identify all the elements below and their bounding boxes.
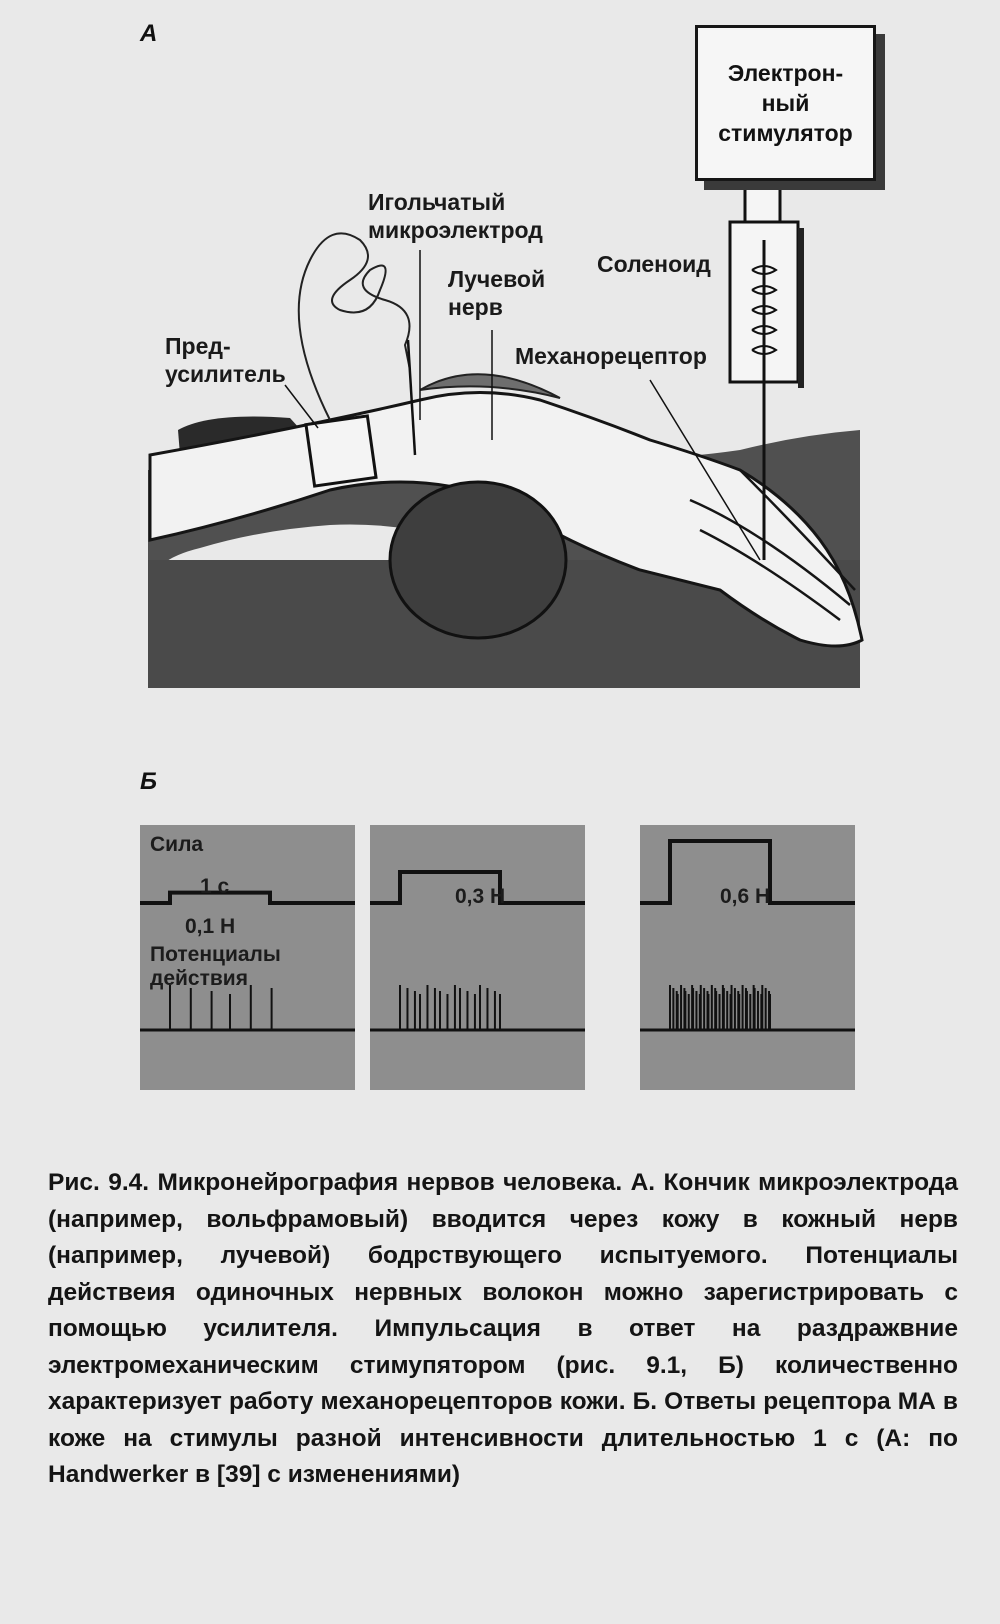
mechanoreceptor-label: Механорецептор (515, 343, 707, 369)
electrode-wire (299, 233, 410, 420)
response-panel-1 (140, 825, 355, 1090)
response-panel-2 (370, 825, 585, 1090)
caption-text: Микронейрография нервов человека. А. Кончик микроэлектрода (например, вольфрамовый) вводится через кожу в кожный нерв (например, лучевой) бодрствующего испытуемого. Потенциалы действеия одиночных нервных волокон можно зарегистрировать с помощью усилителя. Импульсация в ответ на раздражвние электромеханическим стимупятором (рис. 9.1, Б) количественно характеризует работу механорецепторов кожи. Б. Ответы рецептора МА в коже на стимулы разной интенсивности длительностью 1 с (А: по Handwerker в [39] с изменениями) (48, 1169, 958, 1488)
stimulator-shaft (745, 175, 780, 225)
figure-number: Рис. 9.4. (48, 1169, 150, 1196)
needle-microelectrode-label: Игольчатый микроэлектрод (368, 189, 543, 243)
stimulus-trace (140, 893, 355, 903)
solenoid-label: Соленоид (597, 251, 711, 277)
preamplifier-label: Пред- усилитель (165, 333, 286, 387)
action-potentials-label: Потенциалы действия (150, 943, 281, 990)
panel-2-traces (370, 825, 585, 1090)
panel-3-traces (640, 825, 855, 1090)
panel-2-force-value: 0,3 Н (455, 885, 506, 908)
figure-b-letter: Б (140, 768, 157, 795)
response-panel-3 (640, 825, 855, 1090)
solenoid-shadow (798, 228, 804, 388)
figure-a-letter: А (140, 20, 158, 47)
panel-3-force-value: 0,6 Н (720, 885, 771, 908)
figure-caption (48, 1165, 958, 1494)
electronic-stimulator-box (695, 25, 876, 181)
panel-1-force-value: 0,1 Н (185, 915, 236, 938)
duration-label: 1 с (200, 875, 230, 898)
stimulator-label: Электрон- ный стимулятор (718, 60, 853, 146)
arm-cushion (390, 482, 566, 638)
radial-nerve-label: Лучевой нерв (448, 266, 546, 320)
force-label: Сила (150, 833, 204, 856)
figure-a (0, 0, 1000, 730)
